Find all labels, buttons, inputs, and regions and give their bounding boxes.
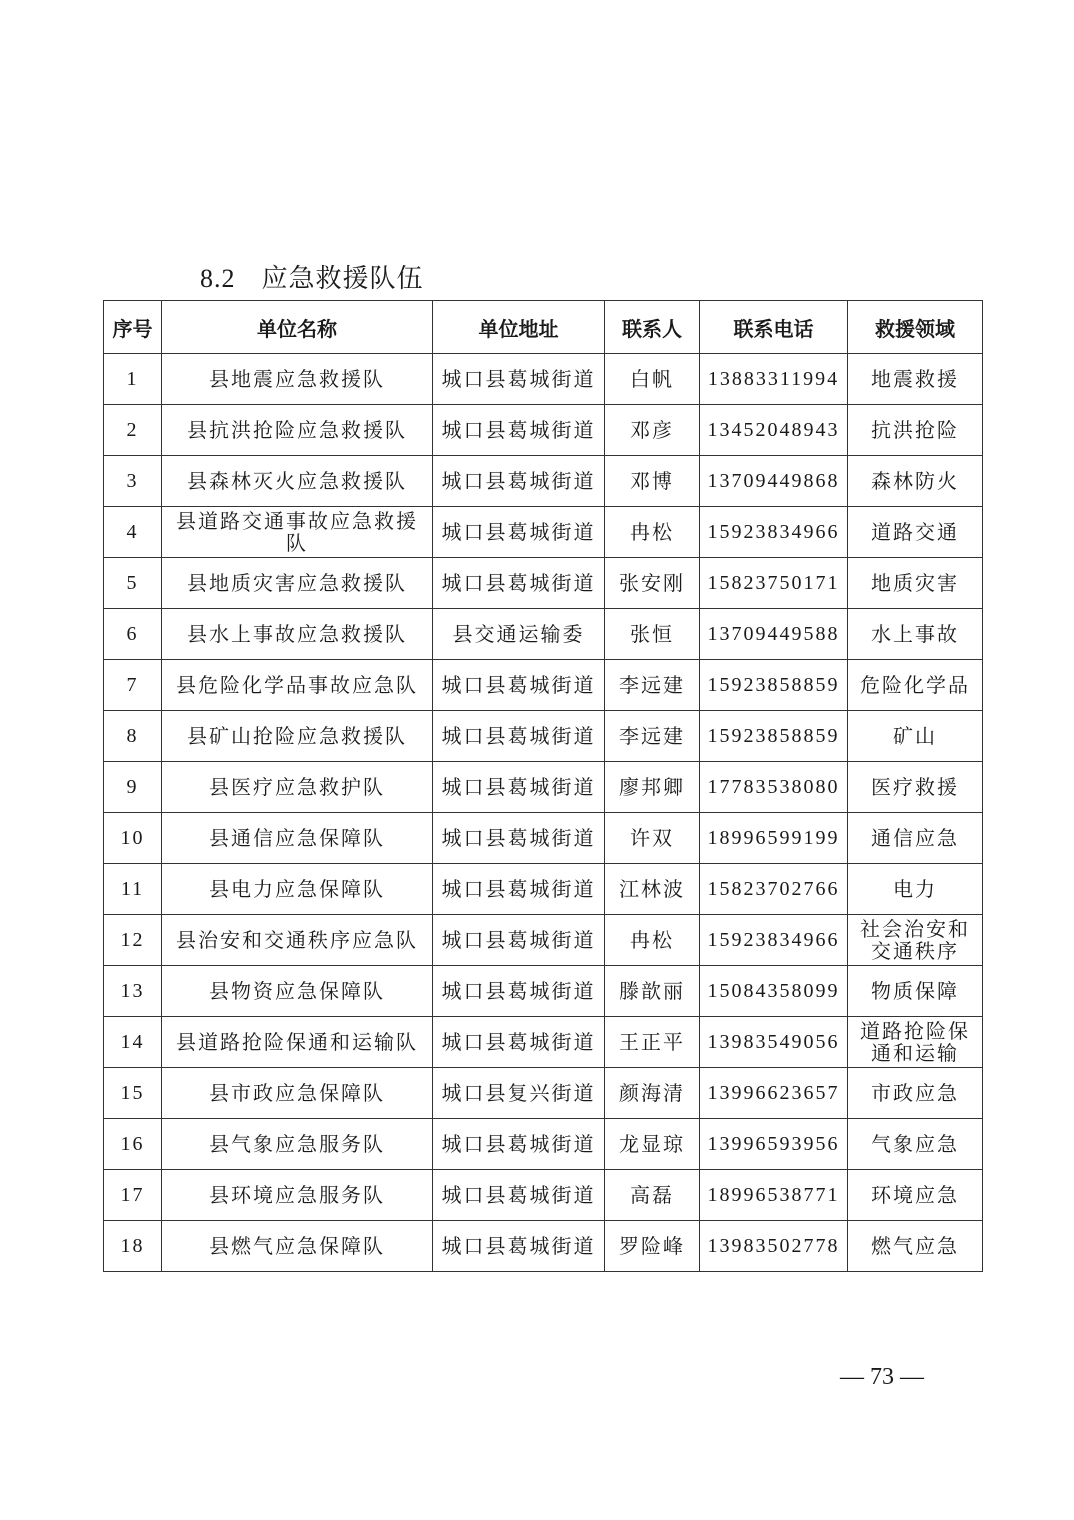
unit-address-cell: 城口县葛城街道 <box>433 1221 605 1272</box>
serial-cell: 12 <box>104 915 162 966</box>
unit-name-cell: 县气象应急服务队 <box>162 1119 433 1170</box>
rescue-field-cell: 通信应急 <box>848 813 983 864</box>
table-row <box>104 915 983 966</box>
unit-address-cell: 城口县葛城街道 <box>433 354 605 405</box>
table-row <box>104 1119 983 1170</box>
contact-person-cell: 高磊 <box>605 1170 700 1221</box>
rescue-field-cell: 物质保障 <box>848 966 983 1017</box>
contact-person-cell: 廖邦卿 <box>605 762 700 813</box>
unit-address-cell: 城口县葛城街道 <box>433 813 605 864</box>
contact-phone-cell: 15084358099 <box>700 966 848 1017</box>
table-row <box>104 660 983 711</box>
contact-person-cell: 许双 <box>605 813 700 864</box>
header-cell: 联系人 <box>605 301 700 354</box>
unit-address-cell: 城口县葛城街道 <box>433 558 605 609</box>
contact-person-cell: 颜海清 <box>605 1068 700 1119</box>
rescue-field-cell: 水上事故 <box>848 609 983 660</box>
unit-name-cell: 县燃气应急保障队 <box>162 1221 433 1272</box>
unit-address-cell: 城口县葛城街道 <box>433 762 605 813</box>
table-row <box>104 813 983 864</box>
header-cell: 序号 <box>104 301 162 354</box>
unit-name-cell: 县治安和交通秩序应急队 <box>162 915 433 966</box>
unit-address-cell: 城口县葛城街道 <box>433 711 605 762</box>
contact-person-cell: 冉松 <box>605 507 700 558</box>
table-header-row <box>104 301 983 354</box>
contact-person-cell: 邓博 <box>605 456 700 507</box>
unit-name-cell: 县矿山抢险应急救援队 <box>162 711 433 762</box>
contact-phone-cell: 13983502778 <box>700 1221 848 1272</box>
contact-person-cell: 龙显琼 <box>605 1119 700 1170</box>
contact-person-cell: 罗险峰 <box>605 1221 700 1272</box>
unit-address-cell: 县交通运输委 <box>433 609 605 660</box>
table-row <box>104 507 983 558</box>
contact-phone-cell: 13996593956 <box>700 1119 848 1170</box>
rescue-field-cell: 社会治安和交通秩序 <box>848 915 983 966</box>
unit-name-cell: 县环境应急服务队 <box>162 1170 433 1221</box>
table-row <box>104 711 983 762</box>
table-row <box>104 609 983 660</box>
rescue-field-cell: 环境应急 <box>848 1170 983 1221</box>
unit-address-cell: 城口县复兴街道 <box>433 1068 605 1119</box>
unit-address-cell: 城口县葛城街道 <box>433 864 605 915</box>
contact-phone-cell: 15923834966 <box>700 507 848 558</box>
table-row <box>104 1221 983 1272</box>
rescue-field-cell: 森林防火 <box>848 456 983 507</box>
table-row <box>104 558 983 609</box>
unit-address-cell: 城口县葛城街道 <box>433 660 605 711</box>
contact-phone-cell: 15923858859 <box>700 711 848 762</box>
contact-person-cell: 张恒 <box>605 609 700 660</box>
unit-name-cell: 县森林灭火应急救援队 <box>162 456 433 507</box>
section-heading <box>200 258 424 295</box>
unit-address-cell: 城口县葛城街道 <box>433 1170 605 1221</box>
section-title: 应急救援队伍 <box>261 264 424 294</box>
rescue-field-cell: 道路交通 <box>848 507 983 558</box>
contact-phone-cell: 13983549056 <box>700 1017 848 1068</box>
serial-cell: 5 <box>104 558 162 609</box>
contact-phone-cell: 18996599199 <box>700 813 848 864</box>
table-row <box>104 864 983 915</box>
page-number: — 73 — <box>840 1364 924 1390</box>
unit-name-cell: 县地质灾害应急救援队 <box>162 558 433 609</box>
rescue-field-cell: 电力 <box>848 864 983 915</box>
serial-cell: 6 <box>104 609 162 660</box>
table-row <box>104 966 983 1017</box>
contact-person-cell: 冉松 <box>605 915 700 966</box>
serial-cell: 14 <box>104 1017 162 1068</box>
serial-cell: 4 <box>104 507 162 558</box>
contact-person-cell: 张安刚 <box>605 558 700 609</box>
serial-cell: 3 <box>104 456 162 507</box>
contact-phone-cell: 17783538080 <box>700 762 848 813</box>
table-row <box>104 1017 983 1068</box>
table-row <box>104 762 983 813</box>
contact-phone-cell: 15823750171 <box>700 558 848 609</box>
serial-cell: 7 <box>104 660 162 711</box>
unit-name-cell: 县电力应急保障队 <box>162 864 433 915</box>
contact-person-cell: 李远建 <box>605 711 700 762</box>
unit-address-cell: 城口县葛城街道 <box>433 456 605 507</box>
serial-cell: 16 <box>104 1119 162 1170</box>
serial-cell: 13 <box>104 966 162 1017</box>
unit-name-cell: 县道路交通事故应急救援队 <box>162 507 433 558</box>
contact-person-cell: 白帆 <box>605 354 700 405</box>
unit-name-cell: 县地震应急救援队 <box>162 354 433 405</box>
unit-address-cell: 城口县葛城街道 <box>433 405 605 456</box>
serial-cell: 17 <box>104 1170 162 1221</box>
rescue-field-cell: 地震救援 <box>848 354 983 405</box>
unit-address-cell: 城口县葛城街道 <box>433 1017 605 1068</box>
header-cell: 联系电话 <box>700 301 848 354</box>
serial-cell: 2 <box>104 405 162 456</box>
table-row <box>104 354 983 405</box>
contact-phone-cell: 13709449868 <box>700 456 848 507</box>
rescue-field-cell: 道路抢险保通和运输 <box>848 1017 983 1068</box>
contact-phone-cell: 13996623657 <box>700 1068 848 1119</box>
unit-address-cell: 城口县葛城街道 <box>433 915 605 966</box>
rescue-field-cell: 市政应急 <box>848 1068 983 1119</box>
unit-name-cell: 县水上事故应急救援队 <box>162 609 433 660</box>
serial-cell: 11 <box>104 864 162 915</box>
contact-person-cell: 滕歆丽 <box>605 966 700 1017</box>
rescue-field-cell: 矿山 <box>848 711 983 762</box>
header-cell: 单位地址 <box>433 301 605 354</box>
contact-phone-cell: 15823702766 <box>700 864 848 915</box>
rescue-field-cell: 医疗救援 <box>848 762 983 813</box>
rescue-field-cell: 燃气应急 <box>848 1221 983 1272</box>
serial-cell: 1 <box>104 354 162 405</box>
table-row <box>104 1170 983 1221</box>
rescue-team-table <box>103 300 983 1272</box>
unit-name-cell: 县道路抢险保通和运输队 <box>162 1017 433 1068</box>
unit-name-cell: 县抗洪抢险应急救援队 <box>162 405 433 456</box>
contact-phone-cell: 18996538771 <box>700 1170 848 1221</box>
serial-cell: 10 <box>104 813 162 864</box>
unit-name-cell: 县物资应急保障队 <box>162 966 433 1017</box>
unit-name-cell: 县医疗应急救护队 <box>162 762 433 813</box>
contact-person-cell: 李远建 <box>605 660 700 711</box>
unit-name-cell: 县危险化学品事故应急队 <box>162 660 433 711</box>
header-cell: 单位名称 <box>162 301 433 354</box>
rescue-field-cell: 地质灾害 <box>848 558 983 609</box>
header-cell: 救援领域 <box>848 301 983 354</box>
rescue-field-cell: 气象应急 <box>848 1119 983 1170</box>
unit-name-cell: 县市政应急保障队 <box>162 1068 433 1119</box>
rescue-field-cell: 抗洪抢险 <box>848 405 983 456</box>
serial-cell: 9 <box>104 762 162 813</box>
contact-phone-cell: 15923834966 <box>700 915 848 966</box>
contact-person-cell: 邓彦 <box>605 405 700 456</box>
contact-person-cell: 江林波 <box>605 864 700 915</box>
unit-address-cell: 城口县葛城街道 <box>433 507 605 558</box>
serial-cell: 18 <box>104 1221 162 1272</box>
rescue-field-cell: 危险化学品 <box>848 660 983 711</box>
serial-cell: 15 <box>104 1068 162 1119</box>
contact-phone-cell: 13452048943 <box>700 405 848 456</box>
contact-phone-cell: 15923858859 <box>700 660 848 711</box>
section-number: 8.2 <box>200 264 236 293</box>
table-row <box>104 456 983 507</box>
unit-address-cell: 城口县葛城街道 <box>433 966 605 1017</box>
contact-phone-cell: 13709449588 <box>700 609 848 660</box>
table-row <box>104 1068 983 1119</box>
table-row <box>104 405 983 456</box>
serial-cell: 8 <box>104 711 162 762</box>
unit-address-cell: 城口县葛城街道 <box>433 1119 605 1170</box>
contact-phone-cell: 13883311994 <box>700 354 848 405</box>
contact-person-cell: 王正平 <box>605 1017 700 1068</box>
unit-name-cell: 县通信应急保障队 <box>162 813 433 864</box>
